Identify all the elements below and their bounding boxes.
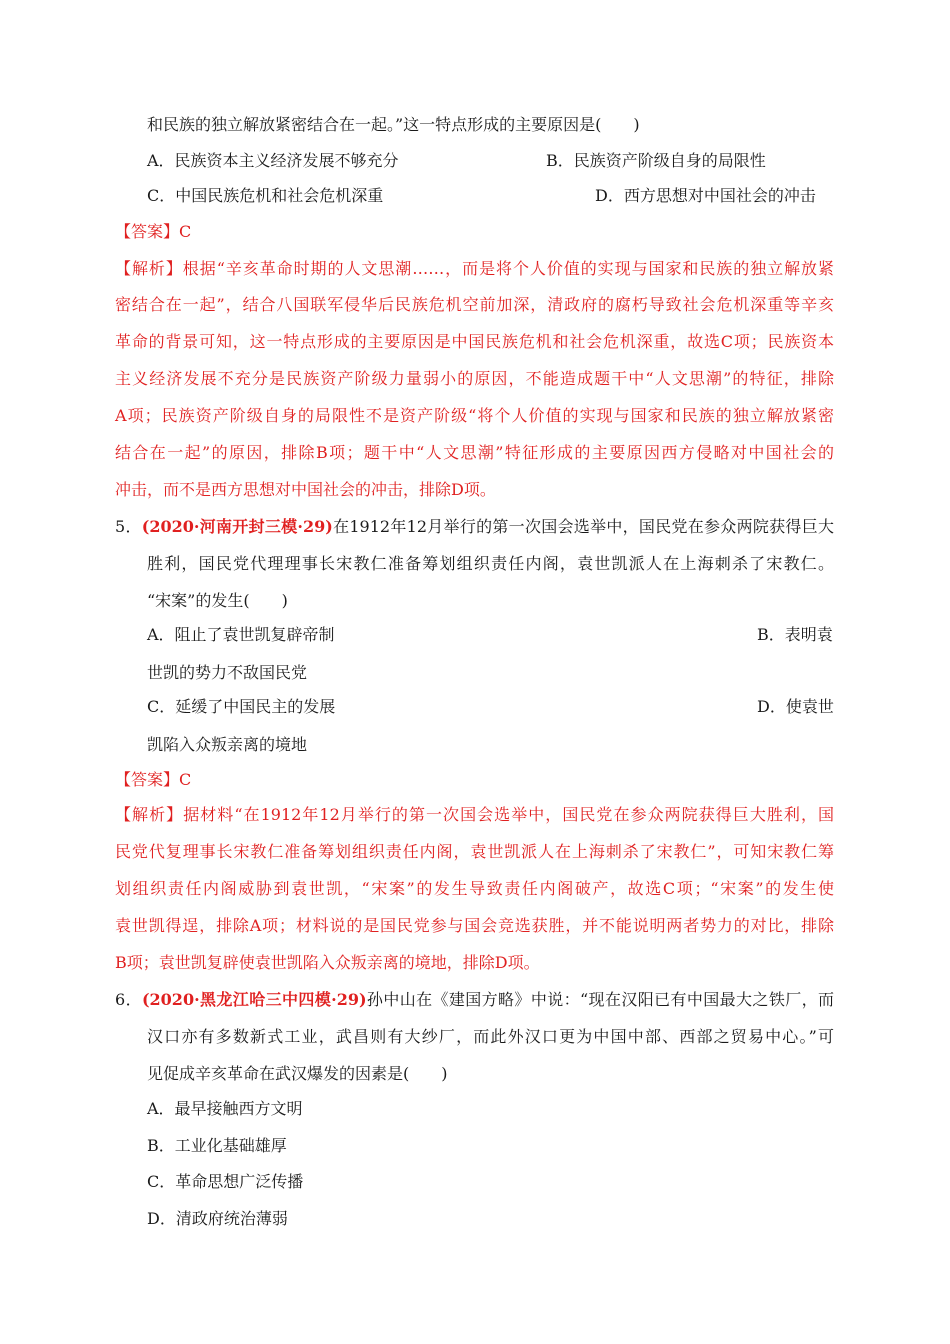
q5-stem-line: 胜利，国民党代理理事长宋教仁准备筹划组织责任内阁，袁世凯派人在上海刺杀了宋教仁。 (147, 554, 834, 573)
q5-analysis-line (115, 804, 834, 826)
q5-option-d-tail: 凯陷入众叛亲离的境地 (147, 735, 308, 754)
q5-analysis-line: B项；袁世凯复辟使袁世凯陷入众叛亲离的境地，排除D项。 (115, 953, 540, 972)
q4-analysis-line: A项；民族资产阶级自身的局限性不是资产阶级“将个人价值的实现与国家和民族的独立解放紧密 (115, 406, 834, 425)
q4-option-d: D．西方思想对中国社会的冲击 (595, 186, 816, 205)
q6-stem-line: 见促成辛亥革命在武汉爆发的因素是( ) (147, 1064, 448, 1083)
q4-analysis-line (115, 258, 834, 280)
q4-stem-tail: 和民族的独立解放紧密结合在一起。”这一特点形成的主要原因是( ) (147, 115, 640, 134)
q4-analysis-line: 革命的背景可知，这一特点形成的主要原因是中国民族危机和社会危机深重，故选C项；民族资本 (115, 332, 834, 351)
q4-option-a: A．民族资本主义经济发展不够充分 (147, 151, 399, 170)
analysis-text: 根据“辛亥革命时期的人文思潮……，而是将个人价值的实现与国家和民族的独立解放紧 (182, 259, 834, 278)
q5-analysis-line: 袁世凯得逞，排除A项；材料说的是国民党参与国会竞选获胜，并不能说明两者势力的对比，排除 (115, 916, 834, 935)
q5-source: (2020·河南开封三模·29) (141, 517, 333, 536)
q4-option-b: B．民族资产阶级自身的局限性 (546, 151, 766, 170)
q4-option-c: C．中国民族危机和社会危机深重 (147, 186, 384, 205)
q6-number: 6． (115, 990, 142, 1009)
analysis-text: 据材料“在1912年12月举行的第一次国会选举中，国民党在参众两院获得巨大胜利，国 (183, 805, 834, 824)
q6-option-a: A．最早接触西方文明 (147, 1099, 303, 1118)
q4-analysis-line: 冲击，而不是西方思想对中国社会的冲击，排除D项。 (115, 480, 496, 499)
q5-option-c: C．延缓了中国民主的发展 (147, 697, 336, 716)
q5-number: 5． (115, 517, 142, 536)
q5-answer: 【答案】C (115, 770, 192, 789)
q6-option-b: B．工业化基础雄厚 (147, 1136, 287, 1155)
q6-source: (2020·黑龙江哈三中四模·29) (141, 990, 367, 1009)
analysis-label: 【解析】 (115, 259, 183, 278)
q5-analysis-line: 民党代复理事长宋教仁准备筹划组织责任内阁，袁世凯派人在上海刺杀了宋教仁”，可知宋教仁筹 (115, 842, 834, 861)
q6-stem-line: 汉口亦有多数新式工业，武昌则有大纱厂，而此外汉口更为中国中部、西部之贸易中心。”可 (147, 1027, 834, 1046)
q5-option-b-tail: 世凯的势力不敌国民党 (147, 663, 308, 682)
q4-analysis-line: 结合在一起”的原因，排除B项；题干中“人文思潮”特征形成的主要原因西方侵略对中国社会的 (115, 443, 834, 462)
q4-analysis-line: 主义经济发展不充分是民族资产阶级力量弱小的原因，不能造成题干中“人文思潮”的特征，排除 (115, 369, 834, 388)
q4-answer: 【答案】C (115, 222, 192, 241)
q6-option-c: C．革命思想广泛传播 (147, 1172, 304, 1191)
analysis-label: 【解析】 (115, 805, 184, 824)
q5-stem-line: “宋案”的发生( ) (147, 591, 288, 610)
q5-option-b-head: B．表明袁 (757, 625, 833, 644)
q4-analysis-line: 密结合在一起”，结合八国联军侵华后民族危机空前加深，清政府的腐朽导致社会危机深重等辛亥 (115, 295, 834, 314)
q6-stem-line (115, 989, 834, 1011)
q6-stem-text: 孙中山在《建国方略》中说：“现在汉阳已有中国最大之铁厂，而 (366, 990, 834, 1009)
q5-stem-line (115, 516, 834, 538)
q5-analysis-line: 划组织责任内阁威胁到袁世凯，“宋案”的发生导致责任内阁破产，故选C项；“宋案”的发生使 (115, 879, 834, 898)
q5-option-d-head: D．使袁世 (757, 697, 834, 716)
q5-option-a: A．阻止了袁世凯复辟帝制 (147, 625, 335, 644)
q5-stem-text: 在1912年12月举行的第一次国会选举中，国民党在参众两院获得巨大 (332, 517, 834, 536)
q6-option-d: D．清政府统治薄弱 (147, 1209, 288, 1228)
